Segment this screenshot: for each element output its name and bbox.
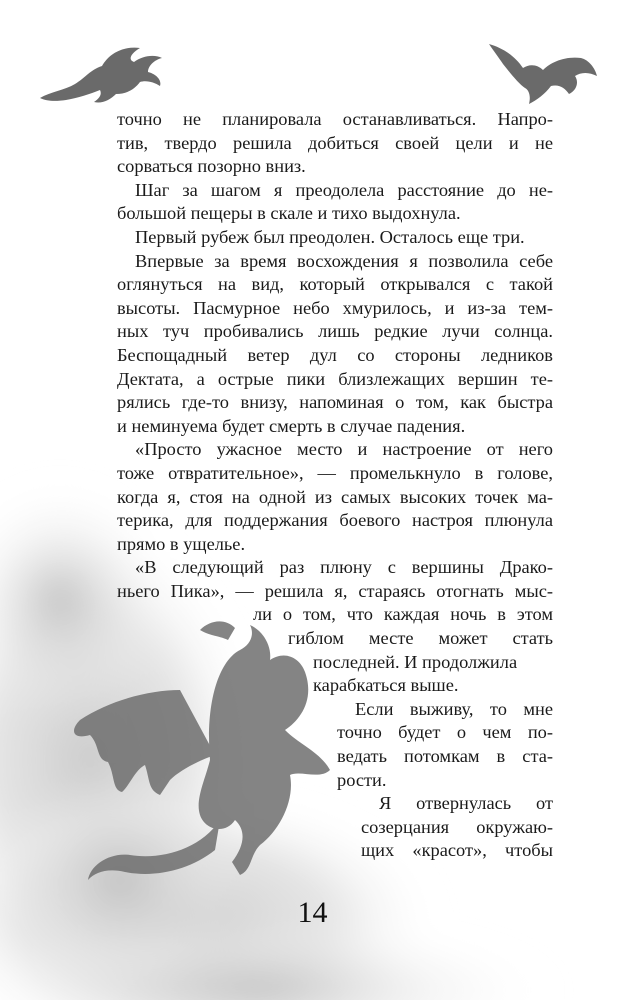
- text-line: высоты. Пасмурное небо хмурилось, и из-за тем-: [117, 297, 553, 318]
- body-text: [117, 108, 553, 863]
- dragon-icon-right: [485, 38, 600, 108]
- text-line: Если выживу, то мне: [355, 698, 553, 719]
- text-line: большой пещеры в скале и тихо выдохнула.: [117, 203, 461, 224]
- page-number: 14: [297, 896, 328, 929]
- text-line: ведать потомкам в ста-: [337, 746, 553, 767]
- text-line: Беспощадный ветер дул со стороны ледников: [117, 344, 553, 365]
- text-line: созерцания окружаю-: [361, 816, 553, 837]
- text-line: когда я, стоя на одной из самых высоких точек ма-: [117, 486, 553, 507]
- text-line: Я отвернулась от: [379, 793, 553, 814]
- text-line: гиблом месте может стать: [288, 628, 553, 649]
- text-line: тив, твердо решила добиться своей цели и не: [117, 132, 553, 153]
- text-line: сорваться позорно вниз.: [117, 156, 306, 177]
- text-line: прямо в ущелье.: [117, 533, 246, 554]
- text-line: терика, для поддержания боевого настроя плюнула: [117, 510, 553, 531]
- text-line: рости.: [337, 769, 387, 790]
- text-line: рялись где-то внизу, напоминая о том, как быстра: [117, 392, 553, 413]
- text-line: ньего Пика», — решила я, стараясь отогнать мыс-: [117, 580, 553, 601]
- text-line: Дектата, а острые пики близлежащих вершин те-: [117, 368, 553, 389]
- text-line: ли о том, что каждая ночь в этом: [253, 604, 553, 625]
- text-line: ных туч пробивались лишь редкие лучи солнца.: [117, 321, 553, 342]
- text-line: Первый рубеж был преодолен. Осталось еще три.: [135, 226, 525, 247]
- text-line: оглянуться на вид, который открывался с такой: [117, 274, 553, 295]
- text-line: «Просто ужасное место и настроение от него: [135, 439, 553, 460]
- text-line: последней. И продолжила: [313, 651, 518, 672]
- text-line: «В следующий раз плюну с вершины Драко-: [135, 557, 553, 578]
- text-line: Впервые за время восхождения я позволила себе: [135, 250, 553, 271]
- text-line: карабкаться выше.: [313, 675, 459, 696]
- text-line: точно будет о чем по-: [337, 722, 553, 743]
- dragon-icon-left: [30, 40, 170, 108]
- text-line: Шаг за шагом я преодолела расстояние до не-: [135, 179, 553, 200]
- text-line: щих «красот», чтобы: [361, 840, 553, 861]
- text-line: точно не планировала останавливаться. Напро-: [117, 109, 553, 129]
- text-line: тоже отвратительное», — промелькнуло в голове,: [117, 462, 553, 483]
- text-line: и неминуема будет смерть в случае падения.: [117, 415, 466, 436]
